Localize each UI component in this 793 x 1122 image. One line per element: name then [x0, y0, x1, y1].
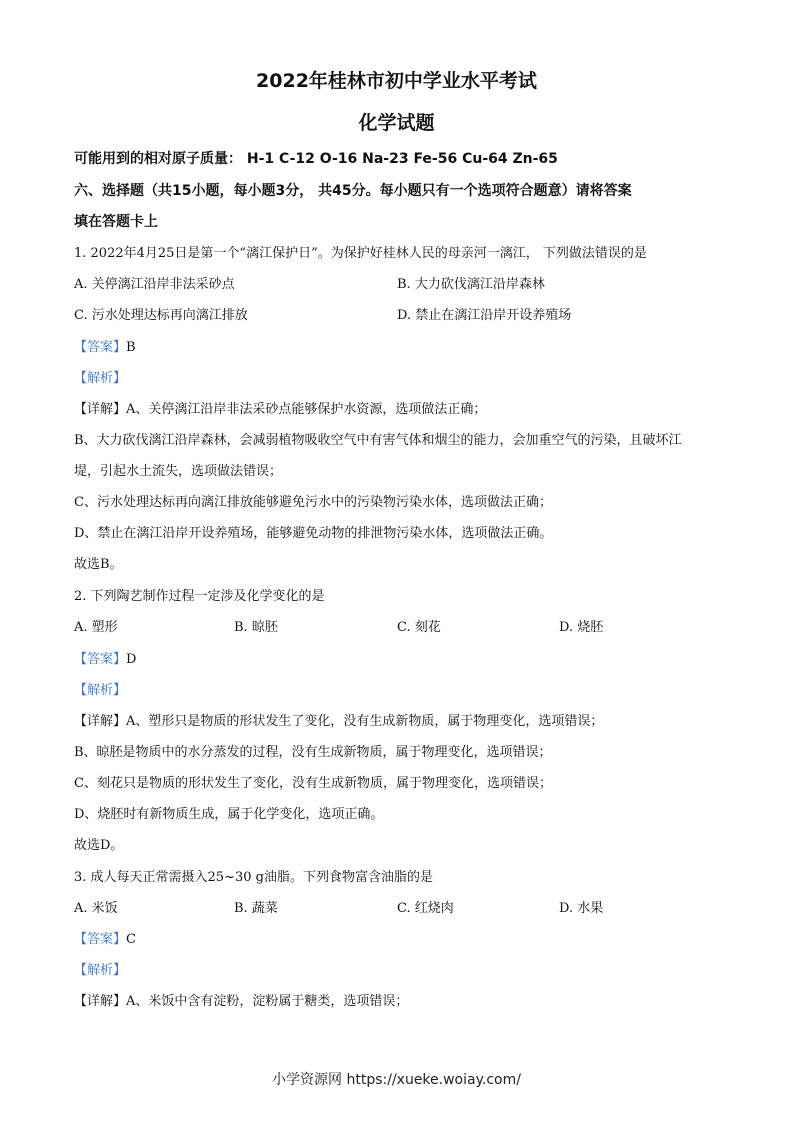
q1-option-a: A. 关停漓江沿岸非法采砂点: [74, 277, 235, 292]
exam-subtitle: 化学试题: [358, 112, 435, 134]
answer-tag: 【答案】: [74, 932, 127, 947]
q1-detail-line: 【详解】A、关停漓江沿岸非法采砂点能够保护水资源，选项做法正确；: [74, 402, 487, 417]
q2-conclusion: 故选D。: [74, 838, 124, 853]
q3-detail-line: 【详解】A、米饭中含有淀粉，淀粉属于糖类，选项错误；: [74, 994, 409, 1009]
detail-tag: 【详解】: [74, 402, 127, 417]
detail-tag: 【详解】: [74, 994, 127, 1009]
q1-stem: 1. 2022年4月25日是第一个“漓江保护日”。为保护好桂林人民的母亲河一漓江， 下列做法错误的是: [74, 246, 647, 261]
q2-answer: [74, 651, 136, 669]
q2-detail-line: 【详解】A、塑形只是物质的形状发生了变化，没有生成新物质，属于物理变化，选项错误；: [74, 714, 604, 729]
q3-option-a: A. 米饭: [74, 901, 118, 916]
q2-detail-line: C、刻花只是物质的形状发生了变化，没有生成新物质，属于物理变化，选项错误；: [74, 776, 552, 791]
section-instruction-line2: 填在答题卡上: [74, 214, 158, 230]
q3-option-b: B. 蔬菜: [234, 901, 278, 916]
q1-detail-line: D、禁止在漓江沿岸开设养殖场，能够避免动物的排泄物污染水体，选项做法正确。: [74, 526, 553, 541]
q2-answer-value: D: [126, 652, 137, 667]
footer-watermark: 小学资源网 https://xueke.woiay.com/: [272, 1072, 521, 1088]
q2-option-b: B. 晾胚: [234, 620, 278, 635]
q3-option-d: D. 水果: [559, 901, 604, 916]
exam-title: 2022年桂林市初中学业水平考试: [256, 70, 537, 92]
atomic-masses: 可能用到的相对原子质量： H-1 C-12 O-16 Na-23 Fe-56 Cu-64 Zn-65: [74, 151, 558, 167]
answer-tag: 【答案】: [74, 340, 127, 355]
q1-answer: [74, 339, 136, 357]
q3-answer-value: C: [126, 932, 136, 947]
answer-tag: 【答案】: [74, 652, 127, 667]
q2-option-d: D. 烧胚: [559, 620, 604, 635]
detail-tag: 【详解】: [74, 714, 127, 729]
q1-analysis-tag: 【解析】: [74, 371, 127, 386]
q3-option-c: C. 红烧肉: [397, 901, 454, 916]
q1-detail-line: 堤，引起水土流失，选项做法错误；: [74, 464, 283, 479]
q2-option-a: A. 塑形: [74, 620, 118, 635]
q2-option-c: C. 刻花: [397, 620, 441, 635]
q2-detail-line: D、烧胚时有新物质生成，属于化学变化，选项正确。: [74, 807, 384, 822]
q1-answer-value: B: [126, 340, 136, 355]
q1-option-d: D. 禁止在漓江沿岸开设养殖场: [397, 308, 572, 323]
q1-detail-line: C、污水处理达标再向漓江排放能够避免污水中的污染物污染水体，选项做法正确；: [74, 495, 552, 510]
q3-answer: [74, 931, 136, 949]
q3-analysis-tag: 【解析】: [74, 963, 127, 978]
q3-stem: 3. 成人每天正常需摄入25~30 g油脂。下列食物富含油脂的是: [74, 870, 433, 885]
q2-analysis-tag: 【解析】: [74, 683, 127, 698]
q2-detail-line: B、晾胚是物质中的水分蒸发的过程，没有生成新物质，属于物理变化，选项错误；: [74, 745, 552, 760]
q2-stem: 2. 下列陶艺制作过程一定涉及化学变化的是: [74, 589, 325, 604]
q1-option-c: C. 污水处理达标再向漓江排放: [74, 308, 248, 323]
section-instruction-line1: 六、选择题（共15小题，每小题3分， 共45分。每小题只有一个选项符合题意）请将答案: [74, 183, 632, 199]
q1-conclusion: 故选B。: [74, 557, 123, 572]
q1-option-b: B. 大力砍伐漓江沿岸森林: [397, 277, 545, 292]
q1-detail-line: B、大力砍伐漓江沿岸森林，会减弱植物吸收空气中有害气体和烟尘的能力，会加重空气的污染，且破坏江: [74, 433, 682, 448]
